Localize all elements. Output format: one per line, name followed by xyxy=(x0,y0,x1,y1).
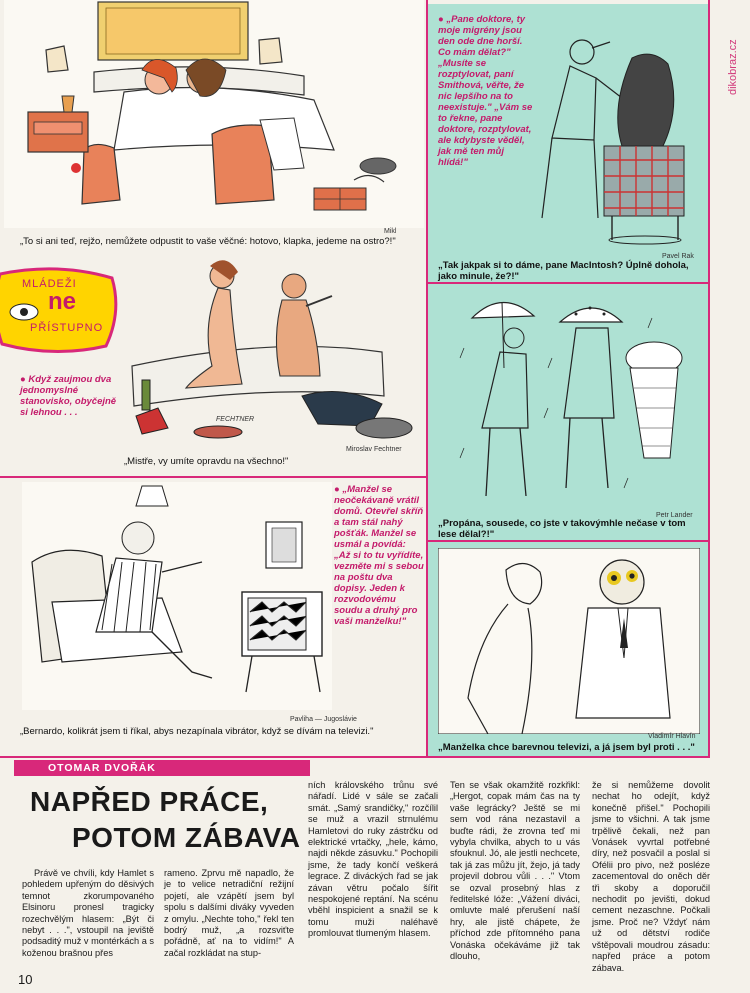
article-paragraph-2: rameno. Zprvu mě napadlo, že je to velice netradiční režijní pojetí, ale vzápětí jsem byl spolu s dalšími diváky vyveden z omylu. „Nechte toho," řekl ten bodrý muž, „a rozsviťte pořádně, ať na to vidím!" A začal rozkládat na stup- xyxy=(164,868,294,958)
site-watermark-text: dikobraz.cz xyxy=(727,39,739,95)
cartoon-bed-illustration xyxy=(4,0,424,228)
article-title-line1: NAPŘED PRÁCE, xyxy=(30,786,269,817)
cartoon-barber-credit: Pavel Rak xyxy=(662,253,694,260)
article-column-2 xyxy=(164,868,294,959)
article-column-1 xyxy=(22,868,154,959)
cartoon-rain-illustration xyxy=(452,288,692,510)
tv-joke: ● „Manžel se neočekávaně vrátil domů. Otevřel skříň a tam stál nahý pošťák. Manžel se usmál a povídá: „Až si to tu vyřídíte, vezměte mi s sebou na poštu dva dopisy. Jeden k rozvodovému soudu a druhý pro vaši manželku!" xyxy=(334,484,424,627)
cartoon-bed-caption: „To si ani teď, rejžo, nemůžete odpustit to vaše věčné: hotovo, klapka, jedeme na ostro?!" xyxy=(20,236,396,247)
article-column-4 xyxy=(450,780,580,963)
badge-line2: ne xyxy=(48,288,77,315)
cartoon-couple-caption: „Mistře, vy umíte opravdu na všechno!" xyxy=(124,456,289,467)
pink-divider-mid xyxy=(0,476,428,478)
cartoon-colortv-credit: Vladimír Hlavín xyxy=(648,733,696,740)
cartoon-bed-credit: Mikl xyxy=(384,228,397,235)
cartoon-barber-caption: „Tak jakpak si to dáme, pane MacIntosh? Úplně dohola, jako minule, že?!" xyxy=(438,260,689,282)
article-paragraph-3: ních královského trůnu své nářadí. Lidé v sále se začali smát. „Samý srandičky," rozčílil se muž a vrazil strnulému Hamletovi do ruky zástrčku od elektrické vrtačky, „hele, kámo, najdi někde zásuvku." Pochopili jsme, že tady končí veškerá legrace. Z diváckých řad se jak závan větru počalo šířit nespokojené reptání. Na scénu vběhl inspicient a snažil se k tomu muži naléhavě promlouvat tlumeným hlasem. xyxy=(308,780,438,939)
article-paragraph-5: že si nemůžeme dovolit nechat ho odejít, když konečně přišel." Pochopili jsme to všichni. A tak jsme trpělivě čekali, než pan Vonásek vyvrtal potřebné díry, než posvačil a poslal si Ofélii pro pivo, než posléze zacementoval do oněch děr tři skoby a doporučil nechodit po jevišti, dokud cement nezaschne. Počkali jsme. Proč ne? Vždyť nám už od dětství rodiče vštěpovali moudrou zásadu: napřed práce a potom zábava. xyxy=(592,780,710,973)
age-restriction-badge xyxy=(0,266,118,356)
pink-divider-right xyxy=(708,0,710,758)
article-paragraph-4: Ten se však okamžitě rozkřikl: „Hergot, copak mám čas na ty vaše legrácky? Ještě se mi sem vod rána nezastavil a buďte rádi, že zrovna teď mi vybyla chvilka, abych to u vás sfouknul. Jó, ale jestli nechcete, tak já zas můžu jít, žejo, já tady projevil dobrou vůli . . ." Vtom se ozval prosebný hlas z ředitelské lóže: „Vážení diváci, omluvte malé přerušení naší hry, ale jistě chápete, že příchod zde přítomného pana Vonáska očekáváme již tak dlouho, xyxy=(450,780,580,962)
cartoon-tv-credit: Pavliha — Jugoslávie xyxy=(290,716,357,723)
article-author-bar xyxy=(14,760,310,776)
couple-signature: FECHTNER xyxy=(216,416,255,423)
cartoon-bed xyxy=(4,0,424,228)
article-paragraph-1: Právě ve chvíli, kdy Hamlet s pohledem upřeným do děsivých temnot zkorumpovaného Elsinoru pronesl tragicky rozechvělým hlasem: „Být či nebyt . . .", vstoupil na jeviště podsaditý muž v montérkách a s koženou brašnou přes xyxy=(22,868,154,958)
cartoon-rain-caption: „Propána, sousede, co jste v takovýmhle nečase v tom lese dělal?!" xyxy=(438,518,686,540)
badge-line3: PŘÍSTUPNO xyxy=(30,322,104,334)
badge-line1: MLÁDEŽI xyxy=(22,278,77,290)
cartoon-tv-illustration xyxy=(22,482,332,710)
cartoon-couple-illustration xyxy=(122,256,422,446)
pink-divider-bottom xyxy=(0,756,710,758)
cartoon-barber-illustration xyxy=(512,18,702,246)
pink-divider-vertical xyxy=(426,0,428,758)
cartoon-couple xyxy=(122,256,422,446)
article-author: OTOMAR DVOŘÁK xyxy=(48,762,156,774)
cartoon-colortv-illustration xyxy=(438,548,700,734)
cartoon-colortv-caption: „Manželka chce barevnou televizi, a já jsem byl proti . . ." xyxy=(438,742,695,753)
cartoon-couple-credit: Miroslav Fechtner xyxy=(346,446,402,453)
couple-joke: ● Když zaujmou dva jednomyslné stanovisko, obyčejně si lehnou . . . xyxy=(20,374,117,418)
cartoon-colortv xyxy=(438,548,700,734)
article-column-3 xyxy=(308,780,438,940)
cartoon-rain xyxy=(452,288,692,510)
article-column-5 xyxy=(592,780,710,974)
article-title-line2: POTOM ZÁBAVA xyxy=(72,822,301,853)
barber-joke: ● „Pane doktore, ty moje migrény jsou den ode dne horší. Co mám dělat?" „Musíte se rozptylovat, paní Smithová, věřte, že nic lepšího na to neexistuje." „Vám se to řekne, pane doktore, rozptylovat, ale kdybyste věděl, jak mě ten můj hlídá!" xyxy=(438,14,533,168)
pink-divider-right-2 xyxy=(428,540,710,542)
cartoon-rain-credit: Petr Lander xyxy=(656,512,693,519)
site-watermark xyxy=(722,10,744,100)
page-number: 10 xyxy=(18,972,33,987)
cartoon-tv xyxy=(22,482,332,710)
cartoon-barber xyxy=(512,18,702,246)
pink-divider-right-1 xyxy=(428,282,710,284)
cartoon-tv-caption: „Bernardo, kolikrát jsem ti říkal, abys nezapínala vibrátor, když se dívám na televizi." xyxy=(20,726,374,737)
